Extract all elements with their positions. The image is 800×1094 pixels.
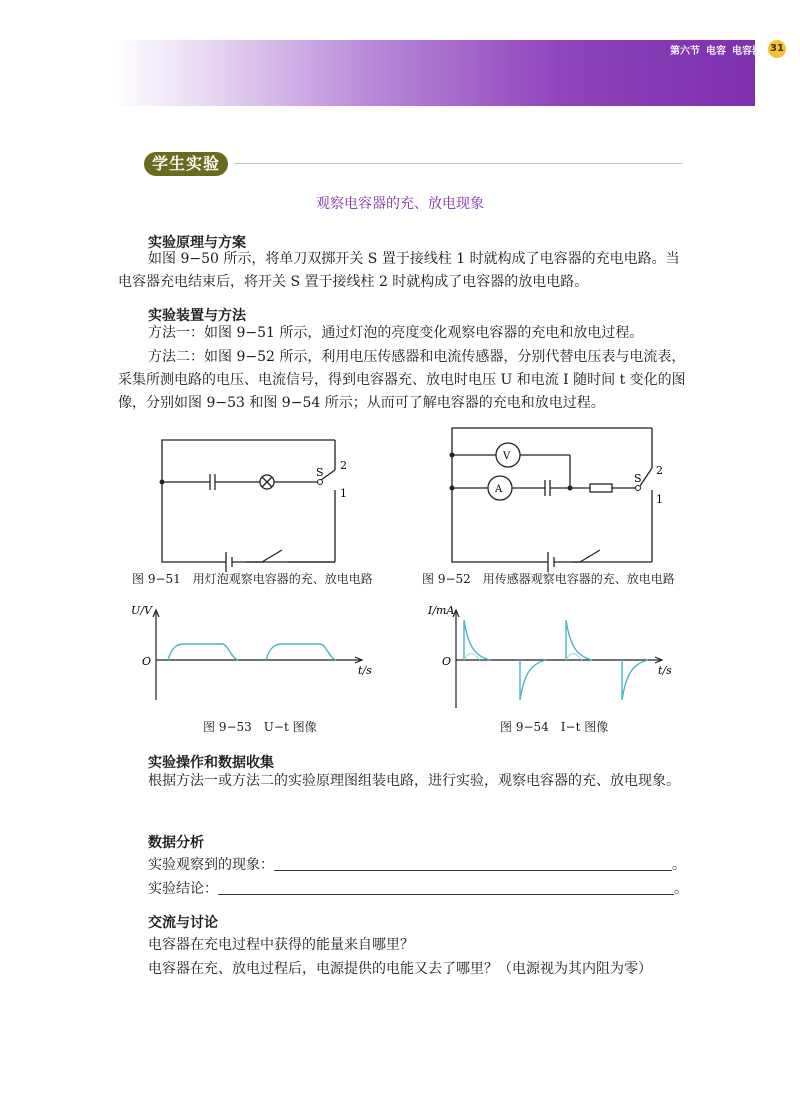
conclusion-label: 实验结论： [148, 881, 218, 897]
header-band [110, 40, 755, 106]
principle-text: 如图 9−50 所示，将单刀双掷开关 S 置于接线柱 1 时就构成了电容器的充电电路。当电容器充电结束后，将开关 S 置于接线柱 2 时就构成了电容器的放电电路。 [118, 251, 680, 290]
fig52-voltmeter-label: V [503, 451, 511, 462]
header-topic: 电容器 [732, 45, 762, 57]
fig54-xlabel: t/s [658, 664, 672, 677]
observed-blank[interactable] [274, 856, 672, 871]
fig52-terminal-1: 1 [656, 493, 663, 506]
fig-9-51-caption: 图 9−51 用灯泡观察电容器的充、放电电路 [132, 572, 373, 586]
discussion-question-1: 电容器在充电过程中获得的能量来自哪里？ [148, 937, 414, 953]
observed-line [148, 854, 686, 874]
running-header [670, 40, 786, 58]
observed-end-mark: 。 [672, 857, 686, 873]
operation-heading: 实验操作和数据收集 [148, 755, 274, 771]
fig53-ylabel: U/V [131, 604, 152, 617]
i-t-curve [464, 620, 648, 700]
method-two-text: 方法二：如图 9−52 所示，利用电压传感器和电流传感器，分别代替电压表与电流表，采集所测电路的电压、电流信号，得到电容器充、放电时电压 U 和电流 I 随时间 t 变化的图像，分别如图 9−53 和图 9−54 所示；从而可了解电容器的充电和放电过程。 [118, 349, 686, 411]
fig-9-53-caption: 图 9−53 U−t 图像 [203, 720, 317, 734]
fig54-origin: O [442, 655, 452, 668]
observed-label: 实验观察到的现象： [148, 857, 274, 873]
fig52-ammeter-label: A [495, 484, 503, 495]
analysis-heading: 数据分析 [148, 835, 204, 851]
fig-9-54-caption: 图 9−54 I−t 图像 [500, 720, 609, 734]
discussion-heading: 交流与讨论 [148, 915, 218, 931]
discussion-question-2: 电容器在充、放电过程后，电源提供的电能又去了哪里？（电源视为其内阻为零） [148, 961, 652, 977]
conclusion-end-mark: 。 [674, 881, 688, 897]
fig51-switch-label: S [316, 466, 324, 479]
fig-9-52-caption: 图 9−52 用传感器观察电容器的充、放电电路 [422, 572, 675, 586]
header-subsection: 电容 [706, 45, 726, 57]
conclusion-line [148, 878, 688, 898]
fig51-terminal-1: 1 [340, 487, 347, 500]
experiment-title: 观察电容器的充、放电现象 [316, 196, 484, 212]
apparatus-heading: 实验装置与方法 [148, 308, 246, 324]
page-number: 31 [768, 40, 786, 58]
principle-heading: 实验原理与方案 [148, 235, 246, 251]
fig53-origin: O [142, 655, 152, 668]
fig53-xlabel: t/s [358, 664, 372, 677]
section-badge: 学生实验 [144, 152, 228, 176]
fig52-switch-label: S [634, 472, 642, 485]
header-section: 第六节 [670, 45, 700, 57]
u-t-curve [168, 644, 336, 660]
fig51-terminal-2: 2 [340, 459, 347, 472]
i-t-secondary-curve [464, 654, 582, 660]
fig52-terminal-2: 2 [656, 464, 663, 477]
section-divider [234, 163, 682, 164]
fig54-ylabel: I/mA [428, 604, 455, 617]
conclusion-blank[interactable] [218, 880, 674, 895]
operation-text: 根据方法一或方法二的实验原理图组装电路，进行实验，观察电容器的充、放电现象。 [148, 773, 680, 789]
method-one-text: 方法一：如图 9−51 所示，通过灯泡的亮度变化观察电容器的充电和放电过程。 [148, 325, 644, 341]
